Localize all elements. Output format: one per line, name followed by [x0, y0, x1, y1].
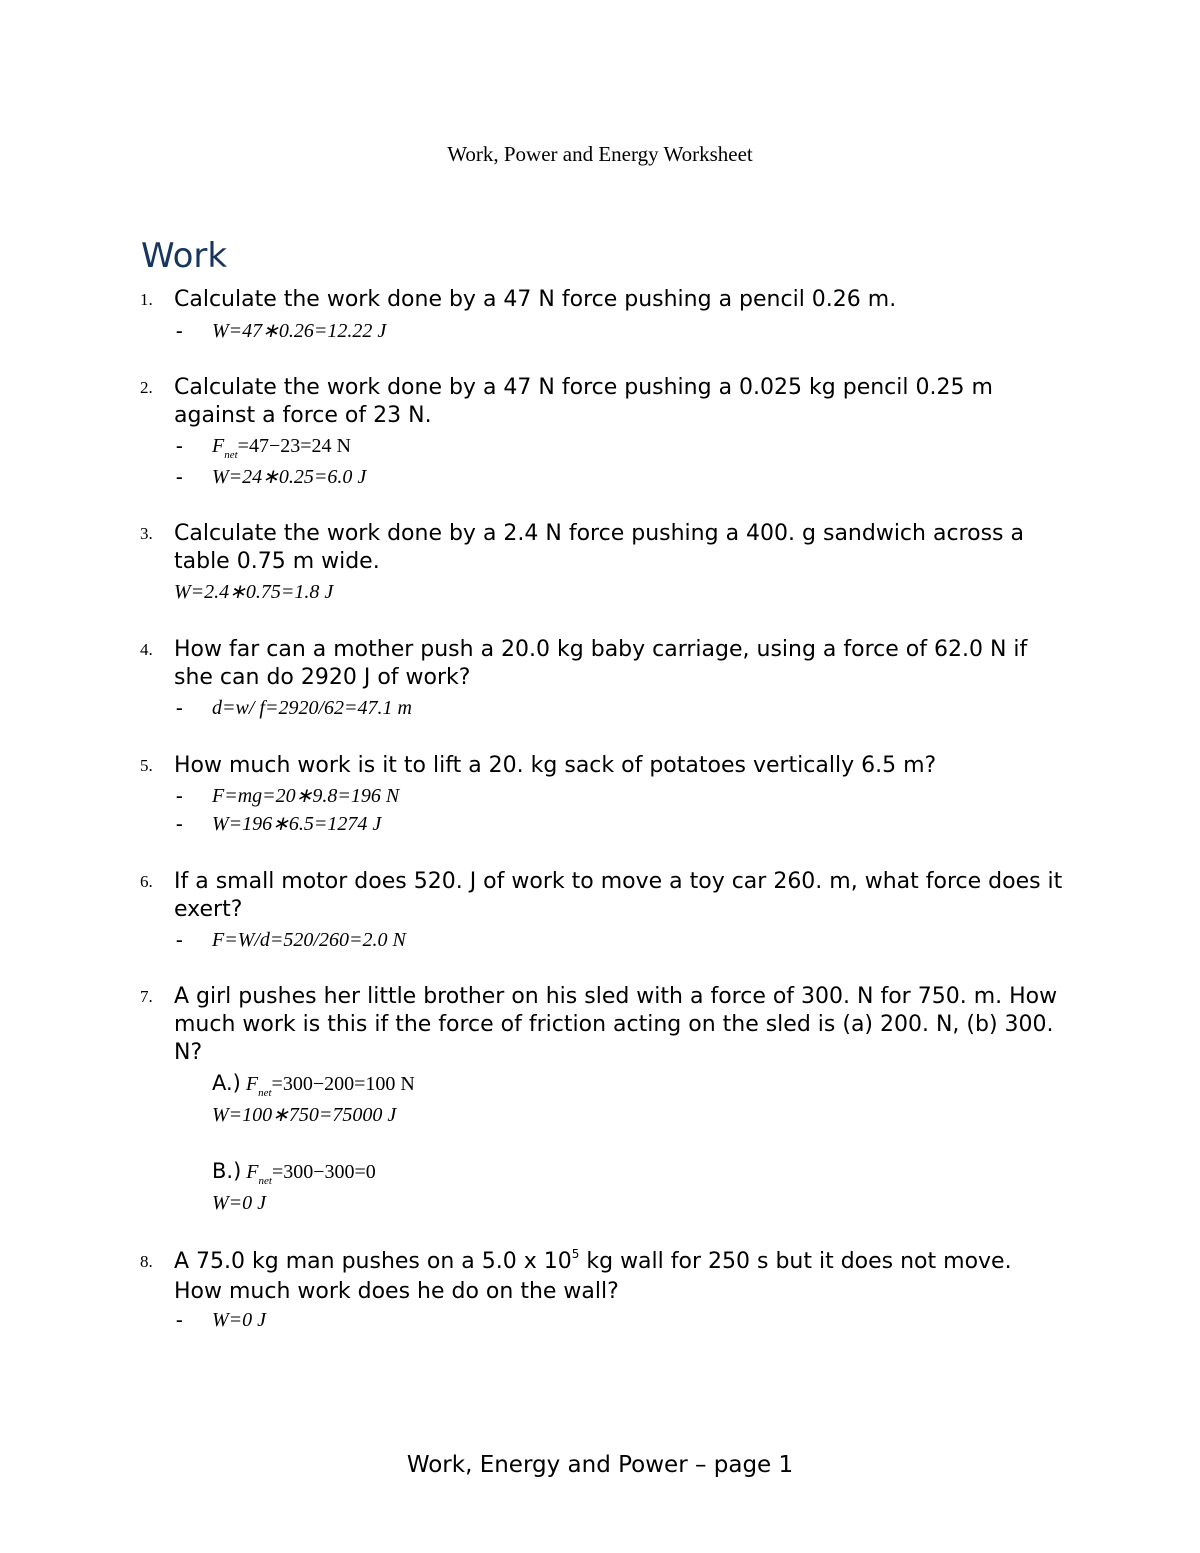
question-text: Calculate the work done by a 47 N force pushing a pencil 0.26 m. — [174, 287, 897, 312]
question-text: Calculate the work done by a 2.4 N force pushing a 400. g sandwich across a table 0.75 m wide. — [174, 521, 1024, 574]
question-number: 4. — [140, 640, 153, 659]
question-number: 7. — [140, 987, 153, 1006]
question-text: How much work is it to lift a 20. kg sack of potatoes vertically 6.5 m? — [174, 753, 937, 778]
page-footer: Work, Energy and Power – page 1 — [406, 1452, 794, 1478]
question-text: A 75.0 kg man pushes on a 5.0 x $10^5$ kg wall for 250 s but it does not move. How much work does he do on the wall? — [174, 1247, 1012, 1304]
answer-equation: F=W/d=520/260=2.0 N — [212, 929, 406, 951]
bullet-dash: - — [176, 1309, 183, 1331]
question-number: 2. — [140, 378, 153, 397]
bullet-dash: - — [176, 813, 183, 835]
question-text: How far can a mother push a 20.0 kg baby carriage, using a force of 62.0 N if she can do 2920 J of work? — [174, 637, 1028, 690]
question-number: 1. — [140, 290, 153, 309]
document-title: Work, Power and Energy Worksheet — [447, 142, 753, 166]
answer-equation: W=196∗6.5=1274 J — [212, 813, 382, 835]
bullet-dash: - — [176, 320, 183, 342]
answer-part-a: A.) $F_{net}=300-200=100$ N — [212, 1071, 415, 1099]
question-number: 8. — [140, 1252, 153, 1271]
answer-equation: W=47∗0.26=12.22 J — [212, 320, 387, 342]
bullet-dash: - — [176, 697, 183, 719]
question-text: A girl pushes her little brother on his sled with a force of 300. N for 750. m. How much work is this if the force of friction acting on the sled is (a) 200. N, (b) 300. N? — [174, 984, 1058, 1065]
bullet-dash: - — [176, 435, 183, 457]
question-text: If a small motor does 520. J of work to move a toy car 260. m, what force does it exert? — [174, 869, 1063, 922]
answer-equation: W=24∗0.25=6.0 J — [212, 466, 367, 488]
answer-equation: $F_{net}=47-23=24$ N — [212, 435, 351, 461]
question-text: Calculate the work done by a 47 N force pushing a 0.025 kg pencil 0.25 m against a force of 23 N. — [174, 375, 993, 428]
bullet-dash: - — [176, 785, 183, 807]
question-number: 6. — [140, 872, 153, 891]
answer-equation: d=w/ f=2920/62=47.1 m — [212, 697, 412, 719]
answer-equation: W=2.4∗0.75=1.8 J — [174, 581, 334, 603]
answer-part-b: B.) $F_{net}=300-300=0$ — [212, 1159, 376, 1187]
answer-equation: F=mg=20∗9.8=196 N — [212, 785, 400, 807]
answer-part-a-work: W=100∗750=75000 J — [212, 1104, 397, 1126]
question-number: 5. — [140, 756, 153, 775]
bullet-dash: - — [176, 929, 183, 951]
answer-equation: W=0 J — [212, 1309, 267, 1331]
answer-part-b-work: W=0 J — [212, 1192, 267, 1214]
question-number: 3. — [140, 524, 153, 543]
section-heading: Work — [141, 236, 228, 276]
bullet-dash: - — [176, 466, 183, 488]
